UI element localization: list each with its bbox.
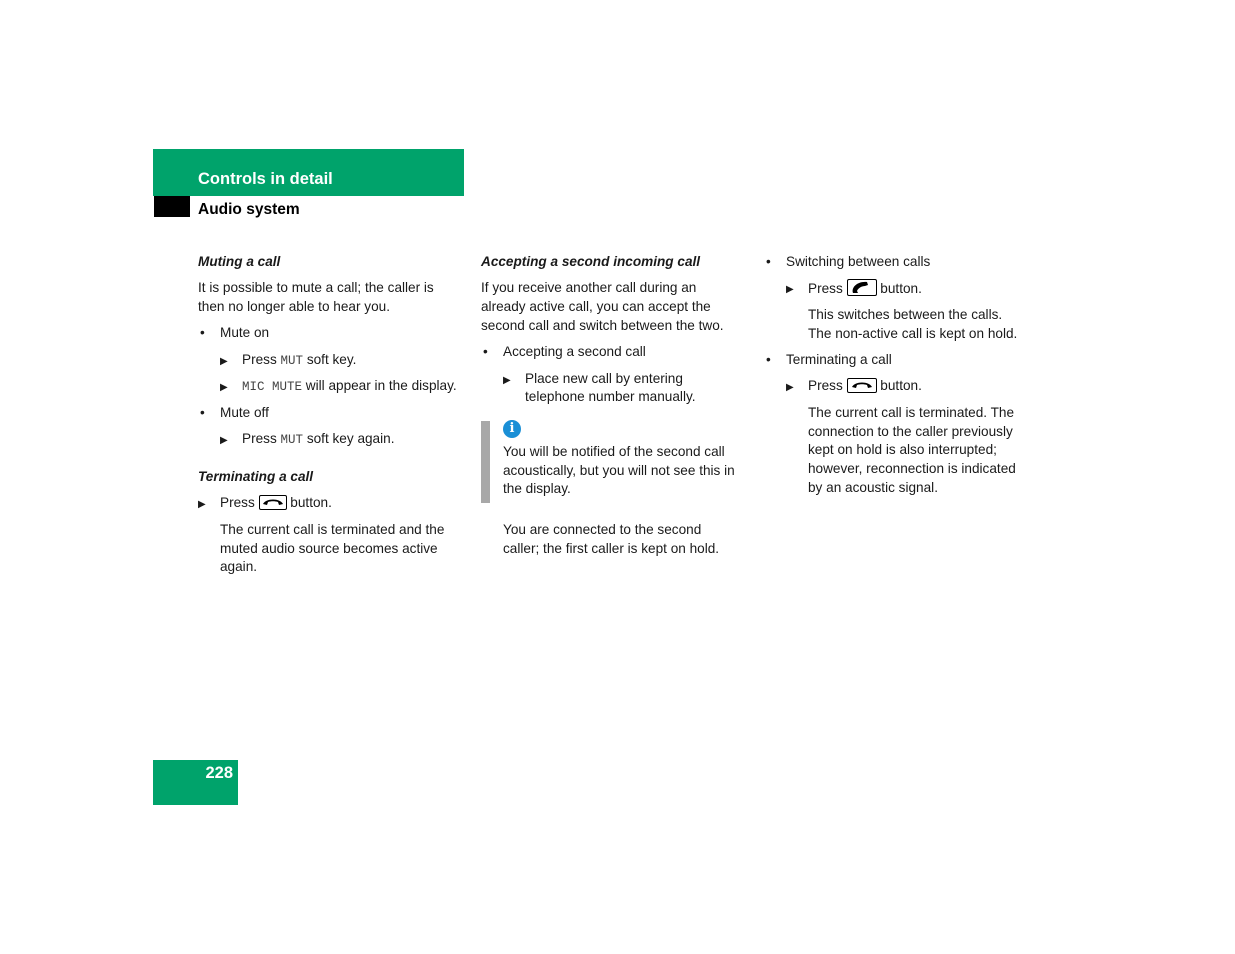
note-line: You will be notified of the second call — [503, 444, 725, 459]
end-call-phone-icon — [847, 378, 877, 393]
step-mic-mute: ▶ MIC MUTE will appear in the display. — [220, 377, 457, 397]
paragraph-line: second call and switch between the two. — [481, 318, 724, 333]
bullet-accepting-second-call: Accepting a second call — [503, 344, 646, 359]
paragraph-line: again. — [220, 559, 258, 574]
note-line: acoustically, but you will not see this in — [503, 463, 735, 478]
heading-terminating-a-call: Terminating a call — [198, 469, 314, 484]
bullet-symbol: • — [200, 325, 205, 340]
column-1 — [198, 253, 468, 583]
end-call-phone-icon — [259, 495, 287, 510]
paragraph-line: The non-active call is kept on hold. — [808, 326, 1018, 341]
arrow-icon: ▶ — [220, 435, 228, 446]
page-number: 228 — [205, 764, 233, 782]
section-title: Controls in detail — [198, 170, 333, 188]
column-3 — [764, 253, 1054, 513]
note-line: the display. — [503, 481, 571, 496]
arrow-icon: ▶ — [220, 382, 228, 393]
paragraph-line: You are connected to the second — [503, 522, 702, 537]
subsection-marker — [154, 196, 190, 217]
paragraph-line: The current call is terminated and the — [220, 522, 445, 537]
heading-muting-a-call: Muting a call — [198, 254, 281, 269]
bullet-switching-between-calls: Switching between calls — [786, 254, 931, 269]
bullet-mute-on: Mute on — [220, 325, 270, 340]
heading-accepting-second-call: Accepting a second incoming call — [481, 254, 701, 269]
bullet-symbol: • — [766, 254, 771, 269]
step-place-new-call: ▶ Place new call by entering — [503, 370, 683, 389]
note-sidebar — [481, 421, 490, 503]
step-press-send-button: ▶ Press button. — [786, 279, 922, 299]
paragraph-line: It is possible to mute a call; the caller is — [198, 280, 434, 295]
bullet-mute-off: Mute off — [220, 405, 269, 420]
paragraph-line: already active call, you can accept the — [481, 299, 711, 314]
column-2 — [481, 253, 751, 563]
soft-key-label: MUT — [280, 433, 304, 447]
paragraph-line: kept on hold is also interrupted; — [808, 442, 997, 457]
paragraph-line: This switches between the calls. — [808, 307, 1003, 322]
arrow-icon: ▶ — [198, 499, 206, 510]
step-press-mut-again: ▶ Press MUT soft key again. — [220, 430, 394, 450]
arrow-icon: ▶ — [503, 375, 511, 386]
paragraph-line: however, reconnection is indicated — [808, 461, 1016, 476]
paragraph-line: If you receive another call during an — [481, 280, 697, 295]
paragraph-line: muted audio source becomes active — [220, 541, 438, 556]
bullet-terminating-a-call: Terminating a call — [786, 352, 892, 367]
arrow-icon: ▶ — [220, 356, 228, 367]
paragraph-line: telephone number manually. — [525, 389, 696, 404]
paragraph-line: connection to the caller previously — [808, 424, 1013, 439]
display-text: MIC MUTE — [242, 380, 303, 394]
paragraph-line: by an acoustic signal. — [808, 480, 938, 495]
step-press-mut: ▶ Press MUT soft key. — [220, 351, 356, 371]
bullet-symbol: • — [766, 352, 771, 367]
subsection-title: Audio system — [198, 201, 300, 218]
arrow-icon: ▶ — [786, 284, 794, 295]
arrow-icon: ▶ — [786, 382, 794, 393]
paragraph-line: The current call is terminated. The — [808, 405, 1015, 420]
send-call-phone-icon — [847, 279, 877, 296]
step-press-end-button: ▶ Press button. — [198, 494, 332, 513]
paragraph-line: then no longer able to hear you. — [198, 299, 390, 314]
info-icon: i — [503, 420, 521, 438]
step-press-end-button: ▶ Press button. — [786, 377, 922, 396]
soft-key-label: MUT — [280, 354, 304, 368]
bullet-symbol: • — [200, 405, 205, 420]
paragraph-line: caller; the first caller is kept on hold. — [503, 541, 720, 556]
bullet-symbol: • — [483, 344, 488, 359]
